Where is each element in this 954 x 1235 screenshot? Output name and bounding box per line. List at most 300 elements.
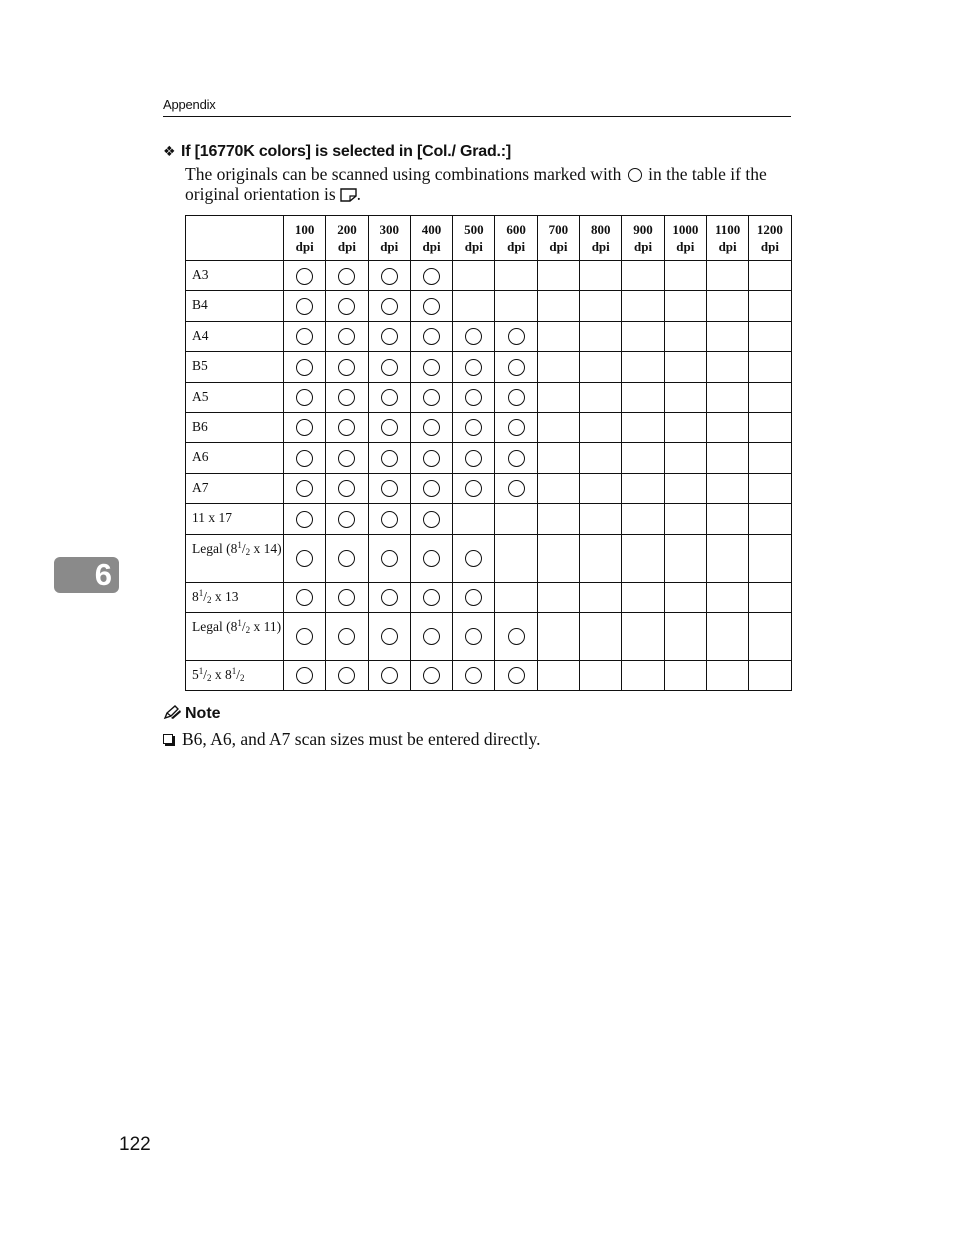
table-cell — [495, 443, 537, 473]
section-title — [163, 143, 511, 161]
table-cell — [495, 352, 537, 382]
header-label: Appendix — [163, 97, 216, 112]
page-number: 122 — [119, 1134, 151, 1155]
circle-mark-icon — [338, 550, 355, 567]
table-cell — [580, 660, 622, 690]
table-cell — [664, 660, 706, 690]
circle-mark-icon — [381, 628, 398, 645]
circle-mark-icon — [296, 328, 313, 345]
table-cell — [368, 291, 410, 321]
table-cell — [410, 352, 452, 382]
table-row — [186, 352, 792, 382]
table-cell — [495, 473, 537, 503]
circle-mark-icon — [338, 511, 355, 528]
table-cell — [537, 612, 579, 660]
circle-mark-icon — [338, 628, 355, 645]
intro-text-end: . — [356, 184, 362, 204]
circle-mark-icon — [296, 359, 313, 376]
table-cell — [284, 412, 326, 442]
circle-mark-icon — [296, 628, 313, 645]
table-cell — [410, 382, 452, 412]
table-cell — [706, 352, 748, 382]
table-row — [186, 443, 792, 473]
table-cell — [580, 612, 622, 660]
table-cell — [410, 412, 452, 442]
intro-text-2: in the table if the original orientation is — [185, 164, 767, 204]
intro-paragraph — [185, 164, 791, 206]
column-header-value: 700 — [548, 222, 569, 237]
chapter-number: 6 — [94, 557, 112, 592]
circle-mark-icon — [508, 419, 525, 436]
table-cell — [622, 321, 664, 351]
table-cell — [664, 352, 706, 382]
table-cell — [749, 612, 791, 660]
table-cell — [368, 321, 410, 351]
table-cell — [326, 473, 368, 503]
table-cell — [580, 382, 622, 412]
table-cell — [622, 443, 664, 473]
table-cell — [368, 443, 410, 473]
circle-mark-icon — [423, 628, 440, 645]
circle-mark-icon — [465, 550, 482, 567]
circle-mark-icon — [296, 268, 313, 285]
table-cell — [706, 534, 748, 582]
table-cell — [580, 504, 622, 534]
circle-mark-icon — [508, 628, 525, 645]
table-cell — [749, 412, 791, 442]
circle-mark-icon — [296, 298, 313, 315]
circle-mark-icon — [423, 419, 440, 436]
table-cell — [537, 291, 579, 321]
circle-mark-icon — [338, 389, 355, 406]
table-cell — [284, 443, 326, 473]
circle-mark-icon — [338, 450, 355, 467]
table-cell — [580, 582, 622, 612]
circle-mark-icon — [296, 450, 313, 467]
circle-mark-icon — [508, 389, 525, 406]
table-cell — [706, 382, 748, 412]
paper-size-label: $8^1/_2$ x 13 — [186, 582, 284, 612]
note-heading-text: Note — [185, 705, 221, 722]
table-cell — [368, 612, 410, 660]
column-header-unit: dpi — [676, 239, 695, 254]
circle-mark-icon — [338, 328, 355, 345]
table-cell — [453, 352, 495, 382]
circle-mark-icon — [296, 480, 313, 497]
column-header — [453, 216, 495, 261]
table-cell — [326, 412, 368, 442]
table-cell — [622, 352, 664, 382]
circle-mark-icon — [423, 268, 440, 285]
circle-mark-icon — [296, 419, 313, 436]
column-header — [284, 216, 326, 261]
table-cell — [622, 412, 664, 442]
table-cell — [537, 261, 579, 291]
paper-size-label: B6 — [186, 412, 284, 442]
table-cell — [537, 352, 579, 382]
table-cell — [580, 291, 622, 321]
table-cell — [706, 291, 748, 321]
circle-mark-icon — [296, 389, 313, 406]
paper-size-label: B5 — [186, 352, 284, 382]
table-cell — [410, 582, 452, 612]
table-cell — [664, 473, 706, 503]
circle-mark-icon — [338, 589, 355, 606]
paper-size-label: A4 — [186, 321, 284, 351]
table-cell — [453, 612, 495, 660]
table-cell — [749, 660, 791, 690]
table-cell — [284, 504, 326, 534]
table-cell — [326, 352, 368, 382]
circle-mark-icon — [296, 550, 313, 567]
table-cell — [453, 261, 495, 291]
table-cell — [495, 291, 537, 321]
circle-mark-icon — [423, 667, 440, 684]
table-cell — [368, 504, 410, 534]
table-cell — [664, 612, 706, 660]
column-header-unit: dpi — [760, 239, 779, 254]
table-header-row — [186, 216, 792, 261]
table-cell — [580, 534, 622, 582]
circle-mark-icon — [338, 359, 355, 376]
circle-mark-icon — [423, 550, 440, 567]
table-cell — [664, 321, 706, 351]
circle-mark-icon — [296, 667, 313, 684]
table-cell — [495, 504, 537, 534]
table-cell — [749, 534, 791, 582]
table-cell — [749, 261, 791, 291]
circle-mark-icon — [465, 389, 482, 406]
table-cell — [368, 473, 410, 503]
table-cell — [622, 582, 664, 612]
table-cell — [453, 660, 495, 690]
table-cell — [664, 443, 706, 473]
circle-mark-icon — [508, 480, 525, 497]
table-cell — [495, 612, 537, 660]
landscape-orientation-icon — [340, 186, 357, 206]
circle-mark-icon — [423, 389, 440, 406]
circle-mark-icon — [423, 298, 440, 315]
scan-size-table — [185, 215, 792, 691]
circle-mark-icon — [465, 480, 482, 497]
circle-mark-icon — [465, 589, 482, 606]
column-header-value: 600 — [506, 222, 526, 237]
table-cell — [537, 412, 579, 442]
table-cell — [410, 321, 452, 351]
table-cell — [326, 291, 368, 321]
table-cell — [410, 473, 452, 503]
table-cell — [749, 382, 791, 412]
table-cell — [580, 321, 622, 351]
circle-mark-icon — [423, 450, 440, 467]
table-cell — [749, 291, 791, 321]
circle-mark-icon — [381, 450, 398, 467]
table-cell — [622, 534, 664, 582]
table-cell — [664, 261, 706, 291]
circle-mark-icon — [381, 328, 398, 345]
column-header-value: 800 — [590, 222, 611, 237]
table-cell — [453, 321, 495, 351]
column-header-value: 500 — [464, 222, 484, 237]
table-row — [186, 473, 792, 503]
table-cell — [537, 321, 579, 351]
pencil-icon — [163, 705, 182, 720]
column-header — [580, 216, 622, 261]
circle-mark-icon — [465, 667, 482, 684]
table-cell — [368, 660, 410, 690]
paper-size-label: Legal ($8^1/_2$ x 11) — [186, 612, 284, 660]
table-cell — [284, 352, 326, 382]
circle-mark-icon — [508, 450, 525, 467]
table-cell — [284, 582, 326, 612]
table-cell — [622, 504, 664, 534]
table-cell — [537, 382, 579, 412]
table-cell — [368, 412, 410, 442]
paper-size-label: Legal ($8^1/_2$ x 14) — [186, 534, 284, 582]
table-cell — [284, 534, 326, 582]
table-cell — [326, 660, 368, 690]
circle-mark-icon — [381, 511, 398, 528]
circle-mark-icon — [381, 419, 398, 436]
circle-mark-icon — [338, 667, 355, 684]
table-cell — [622, 473, 664, 503]
table-cell — [706, 261, 748, 291]
table-cell — [706, 582, 748, 612]
table-cell — [453, 443, 495, 473]
column-header-unit: dpi — [633, 239, 653, 254]
table-cell — [410, 291, 452, 321]
table-cell — [495, 582, 537, 612]
table-cell — [453, 291, 495, 321]
column-header-value: 900 — [633, 222, 653, 237]
table-cell — [410, 504, 452, 534]
table-cell — [368, 382, 410, 412]
column-header-value: 1100 — [714, 222, 741, 237]
table-cell — [326, 321, 368, 351]
table-cell — [326, 612, 368, 660]
page-header — [163, 96, 791, 117]
column-header-value: 300 — [379, 222, 399, 237]
table-row — [186, 412, 792, 442]
column-header-value: 100 — [294, 222, 315, 237]
paper-size-label: $5^1/_2$ x $8^1/_2$ — [186, 660, 284, 690]
table-cell — [664, 504, 706, 534]
table-cell — [664, 291, 706, 321]
table-cell — [453, 473, 495, 503]
paper-size-label: A5 — [186, 382, 284, 412]
table-cell — [284, 291, 326, 321]
circle-mark-icon — [465, 419, 482, 436]
note-heading — [163, 705, 221, 723]
table-cell — [580, 412, 622, 442]
column-header-unit: dpi — [464, 239, 483, 254]
table-row — [186, 382, 792, 412]
column-header-unit: dpi — [380, 239, 399, 254]
table-cell — [706, 321, 748, 351]
circle-mark-icon — [381, 550, 398, 567]
table-cell — [368, 534, 410, 582]
circle-mark-icon — [381, 359, 398, 376]
table-cell — [495, 412, 537, 442]
table-cell — [580, 352, 622, 382]
table-cell — [749, 504, 791, 534]
table-cell — [410, 534, 452, 582]
table-cell — [410, 443, 452, 473]
circle-mark-icon — [381, 589, 398, 606]
table-row — [186, 660, 792, 690]
table-cell — [453, 582, 495, 612]
table-cell — [326, 382, 368, 412]
table-cell — [495, 534, 537, 582]
circle-mark-icon — [423, 480, 440, 497]
circle-mark-icon — [423, 511, 440, 528]
circle-mark-icon — [338, 268, 355, 285]
table-cell — [537, 473, 579, 503]
column-header — [326, 216, 368, 261]
table-row — [186, 291, 792, 321]
column-header — [749, 216, 791, 261]
table-cell — [622, 612, 664, 660]
table-cell — [495, 321, 537, 351]
table-cell — [284, 612, 326, 660]
circle-mark-icon — [296, 589, 313, 606]
table-cell — [410, 660, 452, 690]
column-header — [537, 216, 579, 261]
circle-mark-icon — [423, 359, 440, 376]
circle-mark-icon — [508, 667, 525, 684]
column-header-value: 1200 — [756, 222, 783, 237]
table-cell — [410, 261, 452, 291]
column-header-unit: dpi — [422, 239, 441, 254]
table-cell — [368, 352, 410, 382]
circle-mark-icon — [423, 589, 440, 606]
table-cell — [706, 412, 748, 442]
circle-mark-icon — [628, 168, 642, 182]
circle-mark-icon — [465, 450, 482, 467]
circle-mark-icon — [381, 268, 398, 285]
table-cell — [622, 261, 664, 291]
circle-mark-icon — [381, 667, 398, 684]
paper-size-label: 11 x 17 — [186, 504, 284, 534]
column-header-value: 400 — [421, 222, 442, 237]
table-row — [186, 261, 792, 291]
table-cell — [495, 261, 537, 291]
table-cell — [495, 660, 537, 690]
intro-text-1: The originals can be scanned using combinations marked with — [185, 164, 622, 184]
chapter-tab — [54, 557, 119, 593]
circle-mark-icon — [465, 359, 482, 376]
column-header-unit: dpi — [718, 239, 737, 254]
table-cell — [410, 612, 452, 660]
table-cell — [749, 321, 791, 351]
circle-mark-icon — [338, 480, 355, 497]
column-header-unit: dpi — [337, 239, 356, 254]
table-row — [186, 612, 792, 660]
note-item-text: B6, A6, and A7 scan sizes must be entered directly. — [182, 729, 541, 749]
circle-mark-icon — [465, 328, 482, 345]
paper-size-label: A7 — [186, 473, 284, 503]
circle-mark-icon — [423, 328, 440, 345]
table-cell — [706, 504, 748, 534]
table-cell — [664, 412, 706, 442]
checkbox-bullet-icon — [163, 734, 173, 744]
table-cell — [664, 582, 706, 612]
column-header-unit: dpi — [295, 239, 314, 254]
table-row — [186, 321, 792, 351]
diamond-bullet-icon: ❖ — [163, 143, 176, 159]
table-cell — [706, 443, 748, 473]
column-header-unit: dpi — [591, 239, 610, 254]
circle-mark-icon — [465, 628, 482, 645]
column-header — [664, 216, 706, 261]
paper-size-label: A3 — [186, 261, 284, 291]
table-cell — [326, 504, 368, 534]
table-cell — [453, 382, 495, 412]
paper-size-label: A6 — [186, 443, 284, 473]
table-corner-cell — [186, 216, 284, 261]
table-cell — [706, 473, 748, 503]
table-cell — [580, 473, 622, 503]
column-header — [410, 216, 452, 261]
table-cell — [706, 660, 748, 690]
table-cell — [622, 291, 664, 321]
circle-mark-icon — [338, 419, 355, 436]
column-header-unit: dpi — [549, 239, 568, 254]
table-cell — [326, 443, 368, 473]
table-cell — [664, 382, 706, 412]
circle-mark-icon — [338, 298, 355, 315]
table-cell — [326, 261, 368, 291]
table-cell — [537, 660, 579, 690]
column-header-value: 1000 — [672, 222, 699, 237]
column-header-value: 200 — [337, 222, 357, 237]
note-list-item — [163, 729, 541, 750]
table-cell — [284, 660, 326, 690]
table-cell — [368, 261, 410, 291]
section-title-text: If [16770K colors] is selected in [Col./ Grad.:] — [181, 143, 512, 160]
table-cell — [284, 473, 326, 503]
table-cell — [749, 582, 791, 612]
table-cell — [537, 504, 579, 534]
column-header-unit: dpi — [507, 239, 526, 254]
table-cell — [749, 352, 791, 382]
table-cell — [537, 582, 579, 612]
table-row — [186, 582, 792, 612]
column-header — [622, 216, 664, 261]
table-row — [186, 504, 792, 534]
table-cell — [453, 534, 495, 582]
circle-mark-icon — [381, 480, 398, 497]
circle-mark-icon — [508, 359, 525, 376]
circle-mark-icon — [381, 389, 398, 406]
table-cell — [537, 443, 579, 473]
table-cell — [537, 534, 579, 582]
table-row — [186, 534, 792, 582]
table-cell — [495, 382, 537, 412]
table-cell — [284, 261, 326, 291]
circle-mark-icon — [508, 328, 525, 345]
table-cell — [622, 660, 664, 690]
column-header — [495, 216, 537, 261]
table-cell — [580, 261, 622, 291]
table-cell — [453, 412, 495, 442]
paper-size-label: B4 — [186, 291, 284, 321]
circle-mark-icon — [296, 511, 313, 528]
table-cell — [749, 443, 791, 473]
table-cell — [284, 382, 326, 412]
circle-mark-icon — [381, 298, 398, 315]
table-cell — [326, 534, 368, 582]
